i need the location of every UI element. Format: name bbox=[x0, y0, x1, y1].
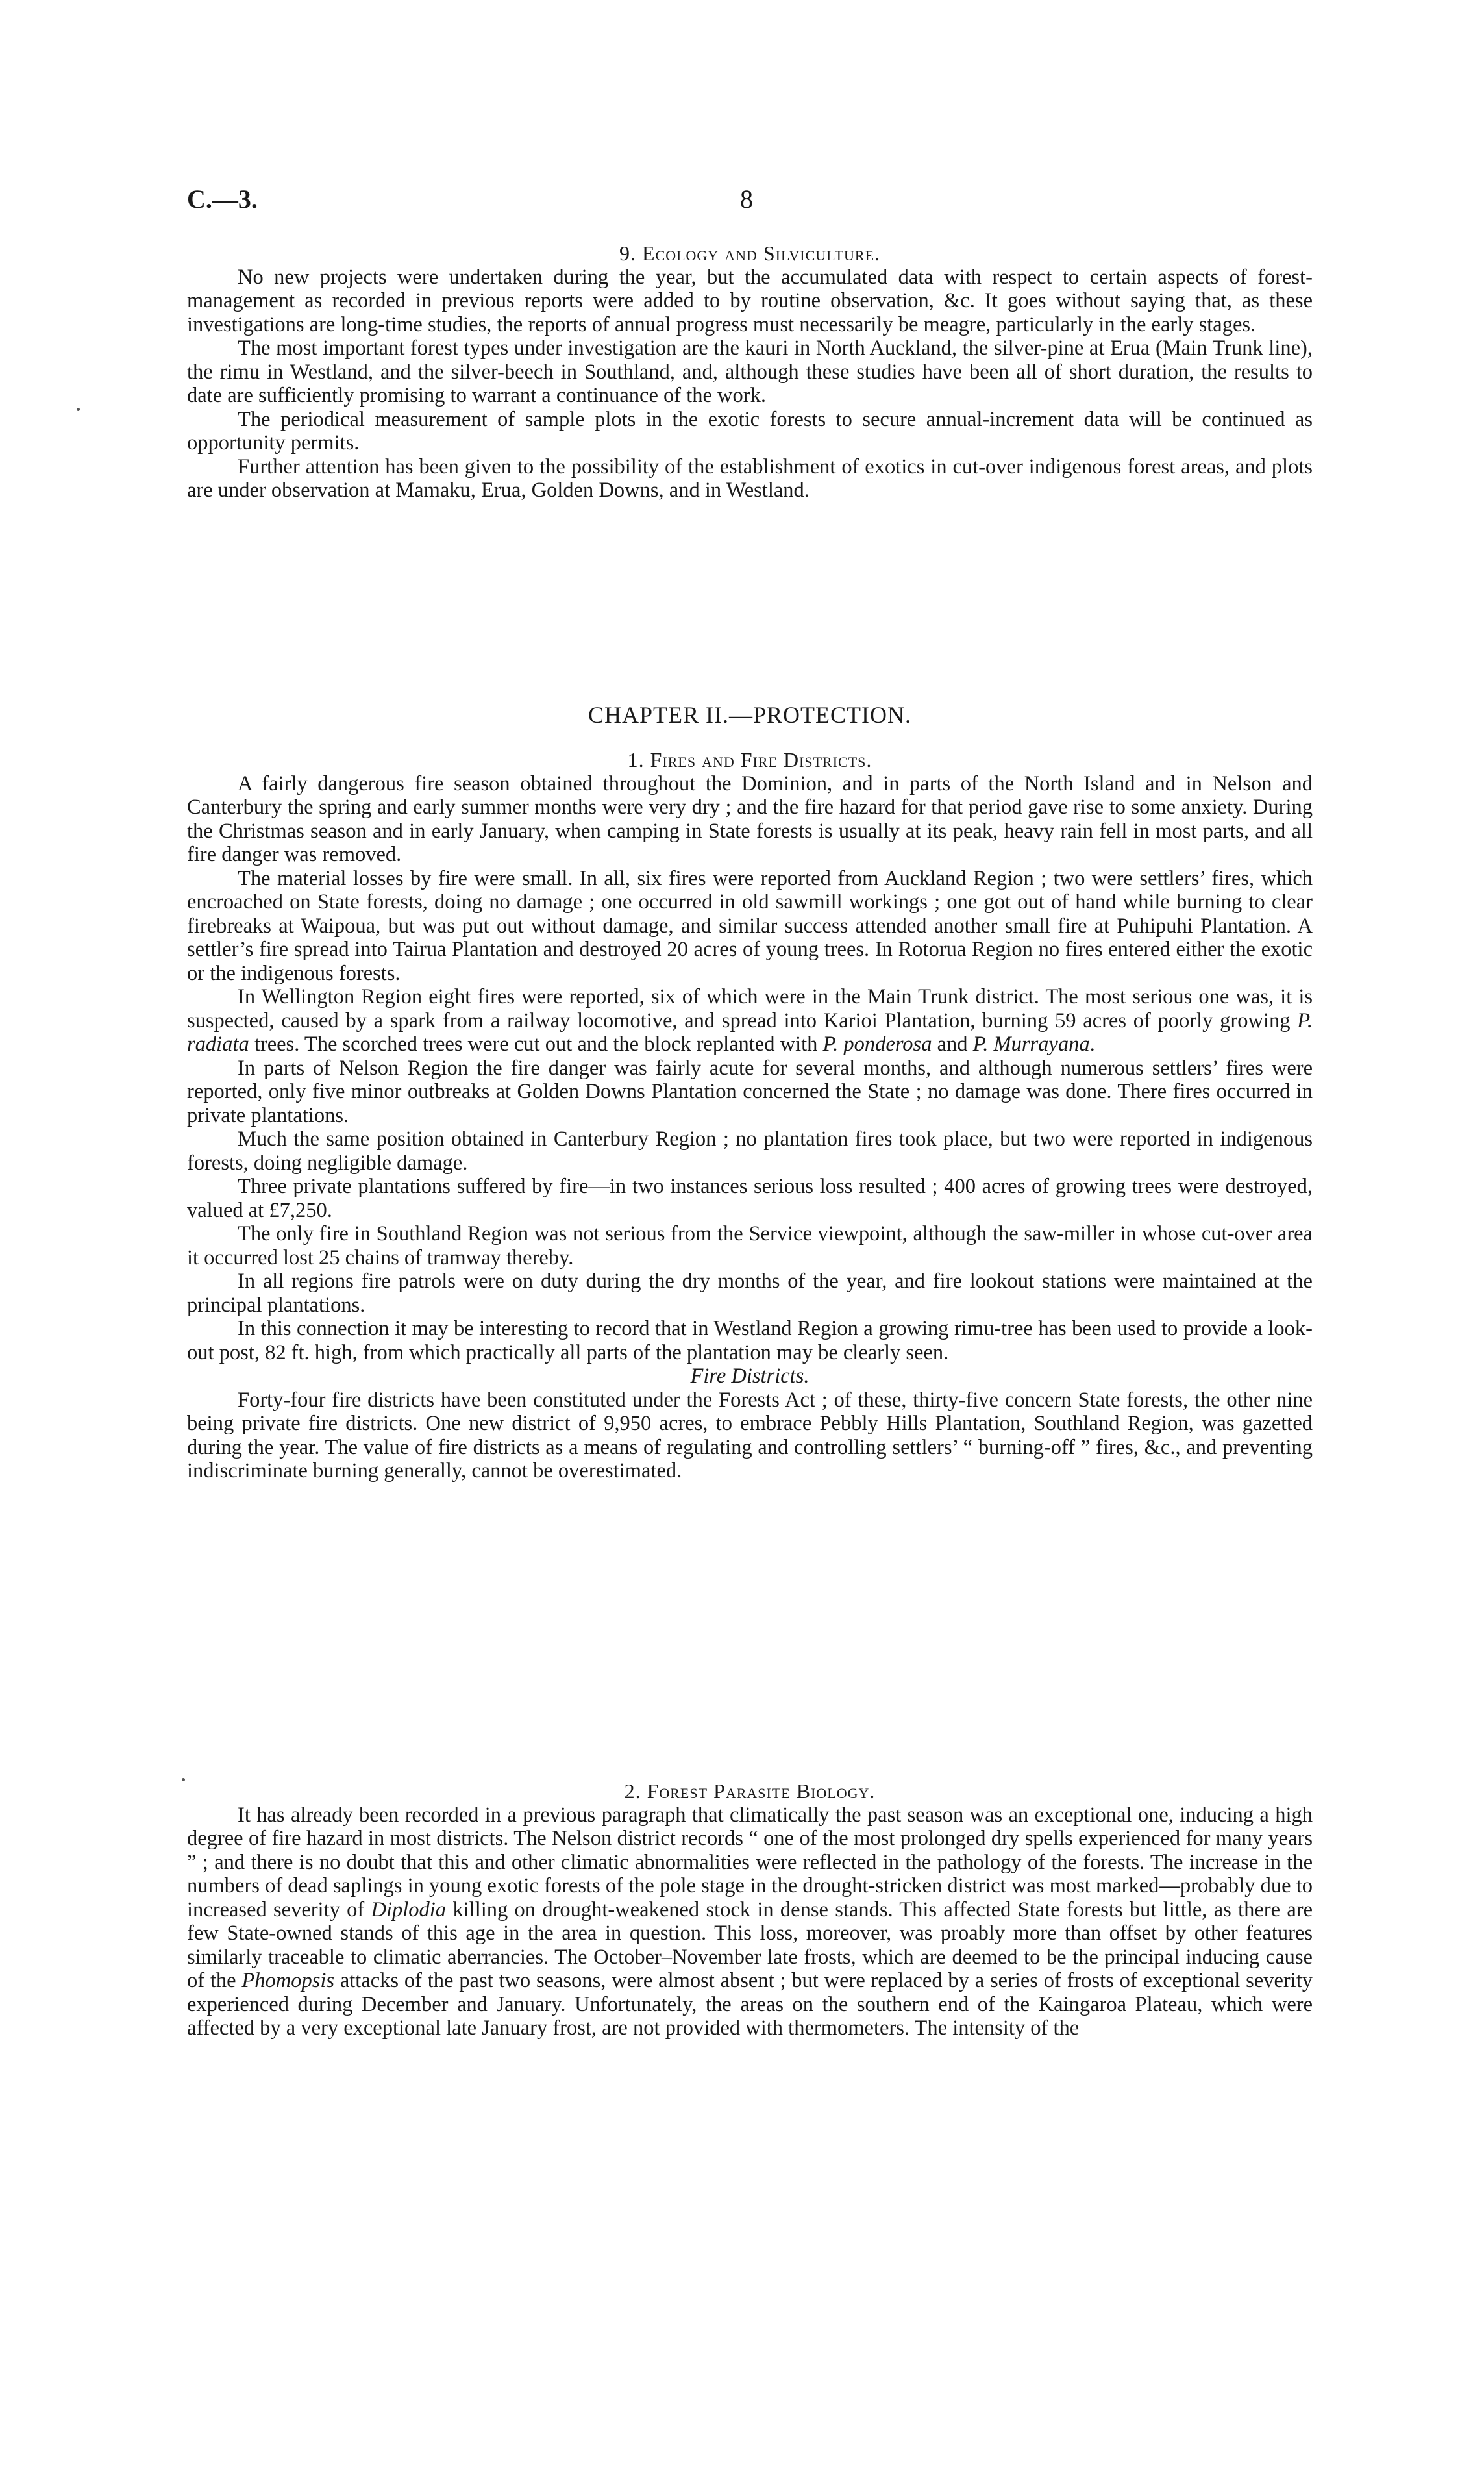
paragraph: Further attention has been given to the possibility of the establishment of exotics in cut-over indigenous forest areas, and plots are under observation at Mamaku, Erua, Golden Downs, and in Westland. bbox=[187, 455, 1313, 502]
text-run: It has already been recorded in a previous paragraph that climatically the past season was an exceptional one, inducing a high degree of fire hazard in most districts. The Nelson district records “ one of the most prolonged dry spells experienced for many years ” ; and there is no doubt that this and other climatic abnormalities were reflected in the pathology of the forests. The increase in the numbers of dead saplings in young exotic forests of the pole stage in the drought-stricken district was most marked—probably due to increased severity of bbox=[187, 1803, 1313, 1922]
paragraph: Much the same position obtained in Canterbury Region ; no plantation fires took place, but two were reported in indigenous forests, doing negligible damage. bbox=[187, 1127, 1313, 1175]
series-reference: C.—3. bbox=[187, 184, 258, 214]
section-heading: 1. Fires and Fire Districts. bbox=[627, 748, 872, 771]
paragraph-wellington bbox=[187, 985, 1313, 1057]
text-run: attacks of the past two seasons, were almost absent ; but were replaced by a series of frosts of exceptional severity experienced during December and January. Unfortunately, the areas on the southern end of the Kaingaroa Plateau, which were affected by a very exceptional late January frost, are not provided with thermometers. The intensity of the bbox=[187, 1969, 1313, 2040]
margin-mark bbox=[182, 1778, 185, 1781]
text-run: In Wellington Region eight fires were reported, six of which were in the Main Trunk district. The most serious one was, it is suspected, caused by a spark from a railway locomotive, and spread into Karioi Plantation, burning 59 acres of poorly growing bbox=[187, 985, 1313, 1033]
page-number: 8 bbox=[740, 184, 753, 214]
margin-mark bbox=[77, 408, 80, 411]
subsection-heading: Fire Districts. bbox=[690, 1364, 810, 1388]
paragraph: Forty-four fire districts have been constituted under the Forests Act ; of these, thirty-five concern State forests, the other nine being private fire districts. One new district of 9,950 acres, to embrace Pebbly Hills Plantation, Southland Region, was gazetted during the year. The value of fire districts as a means of regulating and controlling settlers’ “ burning-off ” fires, &c., and preventing indiscriminate burning generally, cannot be overestimated. bbox=[187, 1388, 1313, 1483]
species-name: P. radiata bbox=[187, 1008, 1313, 1056]
chapter-heading: CHAPTER II.—PROTECTION. bbox=[588, 702, 911, 728]
paragraph: Three private plantations suffered by fire—in two instances serious loss resulted ; 400 acres of growing trees were destroyed, valued at £7,250. bbox=[187, 1175, 1313, 1222]
text-run: and bbox=[932, 1033, 973, 1056]
species-name: P. Murrayana bbox=[972, 1033, 1090, 1056]
paragraph: In all regions fire patrols were on duty during the dry months of the year, and fire lookout stations were maintained at the principal plantations. bbox=[187, 1270, 1313, 1317]
paragraph: In parts of Nelson Region the fire danger was fairly acute for several months, and although numerous settlers’ fires were reported, only five minor outbreaks at Golden Downs Plantation concerned the State ; no damage was done. There fires occurred in private plantations. bbox=[187, 1056, 1313, 1127]
paragraph: The material losses by fire were small. In all, six fires were reported from Auckland Region ; two were settlers’ fires, which encroached on State forests, doing no damage ; one occurred in old sawmill workings ; one got out of hand while burning to clear firebreaks at Waipoua, but was put out without damage, and similar success attended another small fire at Puhipuhi Plantation. A settler’s fire spread into Tairua Plantation and destroyed 20 acres of young trees. In Rotorua Region no fires entered either the exotic or the indigenous forests. bbox=[187, 866, 1313, 985]
text-run: . bbox=[1089, 1033, 1095, 1056]
genus-name: Phomopsis bbox=[241, 1969, 335, 1992]
genus-name: Diplodia bbox=[371, 1897, 447, 1922]
paragraph bbox=[187, 1803, 1313, 2040]
paragraph: The most important forest types under investigation are the kauri in North Auckland, the silver-pine at Erua (Main Trunk line), the rimu in Westland, and the silver-beech in Southland, and, although these studies have been all of short duration, the results to date are sufficiently promising to warrant a continuance of the work. bbox=[187, 336, 1313, 407]
paragraph: The only fire in Southland Region was not serious from the Service viewpoint, although the saw-miller in whose cut-over area it occurred lost 25 chains of tramway thereby. bbox=[187, 1222, 1313, 1270]
section-ecology bbox=[187, 242, 1313, 503]
paragraph: A fairly dangerous fire season obtained throughout the Dominion, and in parts of the North Island and in Nelson and Canterbury the spring and early summer months were very dry ; and the fire hazard for that period gave rise to some anxiety. During the Christmas season and in early January, when camping in State forests is usually at its peak, heavy rain fell in most parts, and all fire danger was removed. bbox=[187, 771, 1313, 866]
section-parasite-biology bbox=[187, 1779, 1313, 2040]
paragraph: In this connection it may be interesting to record that in Westland Region a growing rimu-tree has been used to provide a look-out post, 82 ft. high, from which practically all parts of the plantation may be clearly seen. bbox=[187, 1317, 1313, 1364]
text-run: trees. The scorched trees were cut out and the block replanted with bbox=[249, 1033, 823, 1056]
paragraph: The periodical measurement of sample plots in the exotic forests to secure annual-increment data will be continued as opportunity permits. bbox=[187, 407, 1313, 455]
species-name: P. ponderosa bbox=[822, 1033, 932, 1056]
text-run: killing on drought-weakened stock in dense stands. This affected State forests but little, as there are few State-owned stands of this age in the area in question. This loss, moreover, was proably more than offset by other features similarly traceable to climatic aberrancies. The October–November late frosts, which are deemed to be the principal inducing cause of the bbox=[187, 1897, 1313, 1992]
section-fires bbox=[187, 748, 1313, 1483]
section-heading: 2. Forest Parasite Biology. bbox=[624, 1779, 876, 1803]
section-heading: 9. Ecology and Silviculture. bbox=[619, 242, 881, 265]
paragraph: No new projects were undertaken during the year, but the accumulated data with respect to certain aspects of forest-management as recorded in previous reports were added to by routine observation, &c. It goes without saying that, as these investigations are long-time studies, the reports of annual progress must necessarily be meagre, particularly in the early stages. bbox=[187, 265, 1313, 336]
